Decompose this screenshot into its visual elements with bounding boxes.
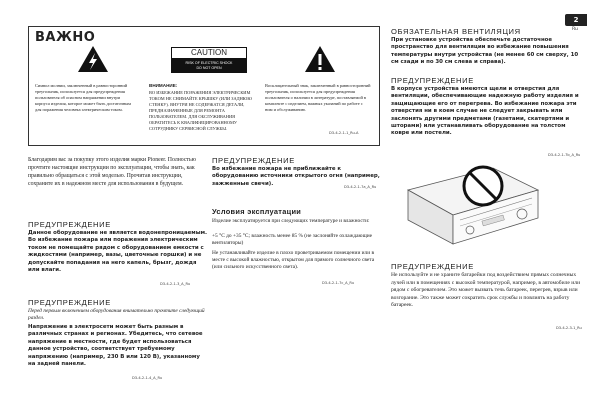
caution-subtitle bbox=[171, 59, 247, 73]
conditions-text-2: +5 °C до +35 °C; влажность менее 85 % (не заслоняйте охлаждающие вентиляторы) bbox=[212, 233, 373, 247]
language-label: Ru bbox=[572, 27, 578, 32]
ventilation-code: D3-4-2-1-7b_A_Ru bbox=[548, 153, 581, 157]
caution-mid-label: ВНИМАНИЕ: bbox=[149, 83, 178, 88]
ventilation-text: При установке устройства обеспечьте достаточное пространство для вентиляции во избежание повышения температуры внутри устройства (не менее 60 см сверху, 10 см сзади и по 30 см слева и справа). bbox=[391, 37, 579, 66]
conditions-text-3: Не устанавливайте изделие в плохо проветриваемом помещении или в месте с высокой влажностью, открытом для прямого солнечного света (или сильного искусственного света). bbox=[212, 250, 375, 271]
warning-3-text: Во избежание пожара не приближайте к оборудованию источники открытого огня (например, зажженные свечи). bbox=[212, 166, 380, 187]
lightning-triangle-icon bbox=[77, 45, 109, 73]
warning-2-title: ПРЕДУПРЕЖДЕНИЕ bbox=[28, 298, 111, 307]
warning-3-code: D3-4-2-1-7a_A_Ru bbox=[344, 185, 377, 189]
no-entry-icon bbox=[464, 167, 502, 205]
warning-4-title: ПРЕДУПРЕЖДЕНИЕ bbox=[391, 262, 474, 271]
page-number-badge: 2 bbox=[565, 14, 587, 26]
warning-3-title: ПРЕДУПРЕЖДЕНИЕ bbox=[212, 156, 295, 165]
warning-2-text: Напряжение в электросети может быть разным в различных странах и регионах. Убедитесь, что сетевое напряжение в местности, где будет использоваться данное устройство, соответствует требуемому напряжению (например, 230 В или 120 В), указанному на задней панели. bbox=[28, 324, 203, 368]
ventilation-title: ОБЯЗАТЕЛЬНАЯ ВЕНТИЛЯЦИЯ bbox=[391, 27, 521, 36]
warning-1-code: D3-4-2-1-3_A_Ru bbox=[160, 282, 191, 286]
important-code: D3-4-2-1-1_Ru-A bbox=[329, 131, 359, 135]
conditions-text-1: Изделие эксплуатируется при следующих температуре и влажности: bbox=[212, 218, 370, 224]
warning-2-lead: Перед первым включением оборудования внимательно прочтите следующий раздел. bbox=[28, 308, 205, 322]
conditions-title: Условия эксплуатации bbox=[212, 207, 302, 216]
important-title: ВАЖНО bbox=[35, 30, 96, 45]
caution-label: CAUTION bbox=[171, 47, 247, 59]
warning-1-text: Данное оборудование не является водонепроницаемым. Во избежание пожара или поражения электрическим током не помещайте рядом с оборудованием емкости с жидкостями (например, вазы, цветочные горшки) и не допускайте попадания на него капель, брызг, дождя или влаги. bbox=[28, 230, 208, 274]
caution-sub-2: DO NOT OPEN bbox=[196, 66, 222, 70]
warning-4-code: D3-4-2-3-1_Ru bbox=[556, 326, 582, 330]
exclamation-triangle-icon bbox=[304, 45, 336, 73]
caution-sub-1: RISK OF ELECTRIC SHOCK bbox=[185, 61, 233, 65]
warning-4-text: Не используйте и не храните батарейки под воздействием прямых солнечных лучей или в помещениях с высокой температурой, например, в автомобиле или рядом с обогревателем. Это может вызвать течь батареек, перегрев, взрыв или возгорание. Это также может сократить срок службы и повлиять на работу батареек. bbox=[391, 272, 581, 309]
ventilation-warning-text: В корпусе устройства имеются щели и отверстия для вентиляции, обеспечивающие надежную работу изделия и защищающие его от перегрева. Во избежание пожара эти отверстия ни в коем случае не следует закрывать или заслонять другими предметами (газетами, скатертями и шторами) или устанавливать оборудование на толстом ковре или постели. bbox=[391, 86, 579, 137]
caution-mid-text: ВО ИЗБЕЖАНИЕ ПОРАЖЕНИЯ ЭЛЕКТРИЧЕСКИМ ТОКОМ НЕ СНИМАЙТЕ КРЫШКУ (ИЛИ ЗАДНЮЮ СТЕНКУ). ВНУТРИ НЕ СОДЕРЖАТСЯ ДЕТАЛИ, ПРЕДНАЗНАЧЕННЫЕ ДЛЯ РЕМОНТА ПОЛЬЗОВАТЕЛЕМ. ДЛЯ ОБСЛУЖИВАНИЯ ОБРАТИТЕСЬ К КВАЛИФИЦИРОВАННОМУ СОТРУДНИКУ СЕРВИСНОЙ СЛУЖБЫ. bbox=[149, 90, 252, 131]
warning-1-title: ПРЕДУПРЕЖДЕНИЕ bbox=[28, 220, 111, 229]
important-box bbox=[28, 26, 380, 146]
warning-2-code: D3-4-2-1-4_A_Ru bbox=[132, 376, 163, 380]
receiver-illustration bbox=[398, 160, 548, 252]
ventilation-warning-title: ПРЕДУПРЕЖДЕНИЕ bbox=[391, 76, 474, 85]
exclamation-description: Восклицательный знак, заключенный в равносторонний треугольник, используется для предупреждения пользователя о наличии в литературе, поставляемой в комплекте с изделием, важных указаний по работе с ним и обслуживанию. bbox=[265, 83, 371, 112]
bolt-description: Символ молнии, заключенный в равносторонний треугольник, используется для предупреждения пользователя об опасном напряжении внутри корпуса изделия, которое может быть достаточным для поражения человека электрическим током. bbox=[35, 83, 131, 112]
conditions-code: D3-4-2-1-7c_A_Ru bbox=[322, 281, 355, 285]
intro-text: Благодарим вас за покупку этого изделия марки Pioneer. Полностью прочтите настоящие инструкции по эксплуатации, чтобы знать, как правильно обращаться с этой моделью. Прочитав инструкции, сохраните их в надежном месте для использования в будущем. bbox=[28, 157, 196, 187]
